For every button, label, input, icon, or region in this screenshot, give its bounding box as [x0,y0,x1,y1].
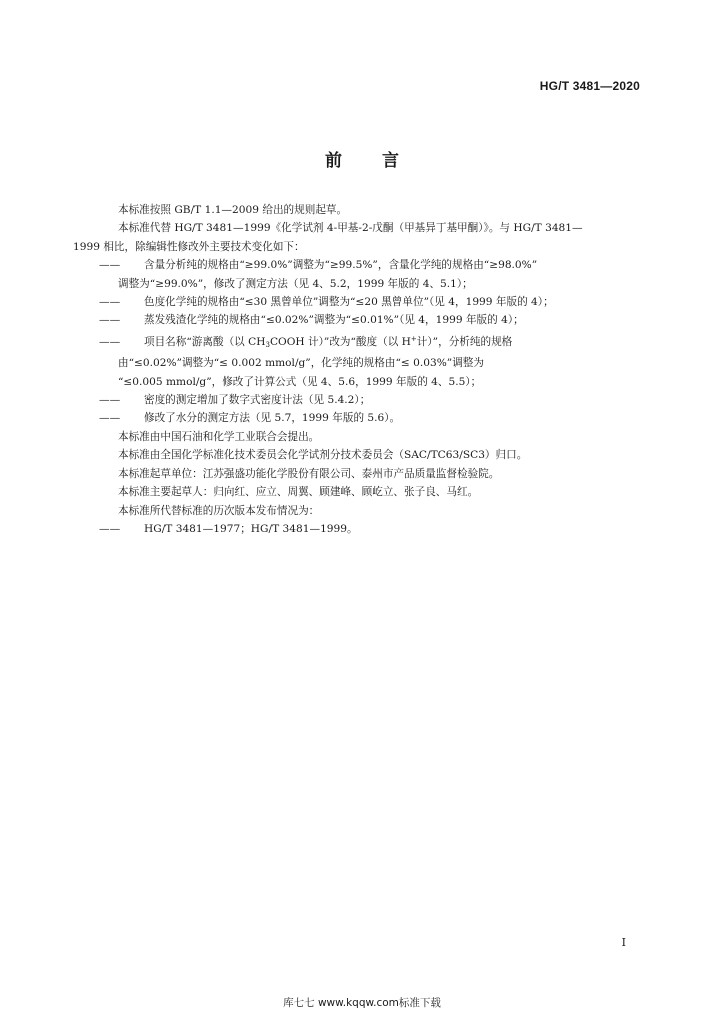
item-content: 蒸发残渣化学纯的规格由“≤0.02%”调整为“≤0.01%”（见 4，1999 年版的 4）； [144,314,524,327]
item-content-part3: 计）”，分析纯的规格 [416,335,513,348]
document-body [73,201,639,538]
dash-mark: —— [99,335,121,348]
list-item-continued: 调整为“≥99.0%”，修改了测定方法（见 4、5.2，1999 年版的 4、5.1）； [118,277,473,290]
item-content-line1: 含量分析纯的规格由“≥99.0%”调整为“≥99.5%”，含量化学纯的规格由“≥98.0%” [144,259,538,272]
item-content: 修改了水分的测定方法（见 5.7，1999 年版的 5.6）。 [144,412,401,425]
item-content: HG/T 3481—1977；HG/T 3481—1999。 [144,522,358,535]
dash-mark: —— [99,259,121,272]
paragraph-drafters: 本标准主要起草人：归向红、应立、周翼、顾建峰、顾屹立、张子良、马红。 [118,486,479,499]
dash-mark: —— [99,296,121,309]
title-char-2: 言 [382,151,399,171]
paragraph-replaces [99,219,639,237]
title-char-1: 前 [325,151,342,171]
paragraph-replaces-cont: 1999 相比，除编辑性修改外主要技术变化如下： [73,240,305,253]
list-item [99,256,639,274]
standard-code: HG/T 3481—2020 [539,79,640,93]
subscript: 3 [265,340,270,349]
footer-watermark: 库七七 www.kqqw.com标准下载 [283,997,441,1009]
dash-mark: —— [99,394,121,407]
paragraph-centralized-by: 本标准由全国化学标准化技术委员会化学试剂分技术委员会（SAC/TC63/SC3）归口。 [118,449,528,462]
list-item [99,520,639,538]
item-content-part1: 项目名称“游离酸（以 CH [144,335,266,348]
list-item [99,311,639,329]
list-item-continued: 由“≤0.02%”调整为“≤ 0.002 mmol/g”，化学纯的规格由“≤ 0.03%”调整为 [118,357,484,370]
dash-mark: —— [99,314,121,327]
page-number: I [621,936,626,949]
item-content: 色度化学纯的规格由“≤30 黑曾单位”调整为“≤20 黑曾单位”（见 4，1999 年版的 4）； [144,296,554,309]
dash-mark: —— [99,522,121,535]
paragraph-previous-editions: 本标准所代替标准的历次版本发布情况为： [118,504,320,517]
list-item [99,293,639,311]
paragraph-proposed-by: 本标准由中国石油和化学工业联合会提出。 [118,430,320,443]
item-content: 密度的测定增加了数字式密度计法（见 5.4.2）； [144,394,371,407]
list-item [99,391,639,409]
page-title [0,146,724,171]
list-item [99,409,639,427]
superscript: + [410,334,417,343]
dash-mark: —— [99,412,121,425]
paragraph-replaces-line1: 本标准代替 HG/T 3481—1999《化学试剂 4-甲基-2-戊酮（甲基异丁基甲酮）》。与 HG/T 3481— [118,222,583,235]
paragraph-drafting-rules: 本标准按照 GB/T 1.1—2009 给出的规则起草。 [118,204,348,216]
list-item [99,330,639,354]
item-content-part2: COOH 计）”改为“酸度（以 H [269,335,411,348]
paragraph-drafting-units: 本标准起草单位：江苏强盛功能化学股份有限公司、泰州市产品质量监督检验院。 [118,467,500,480]
list-item-continued: “≤0.005 mmol/g”，修改了计算公式（见 4、5.6，1999 年版的 4、5.5）； [118,375,482,388]
